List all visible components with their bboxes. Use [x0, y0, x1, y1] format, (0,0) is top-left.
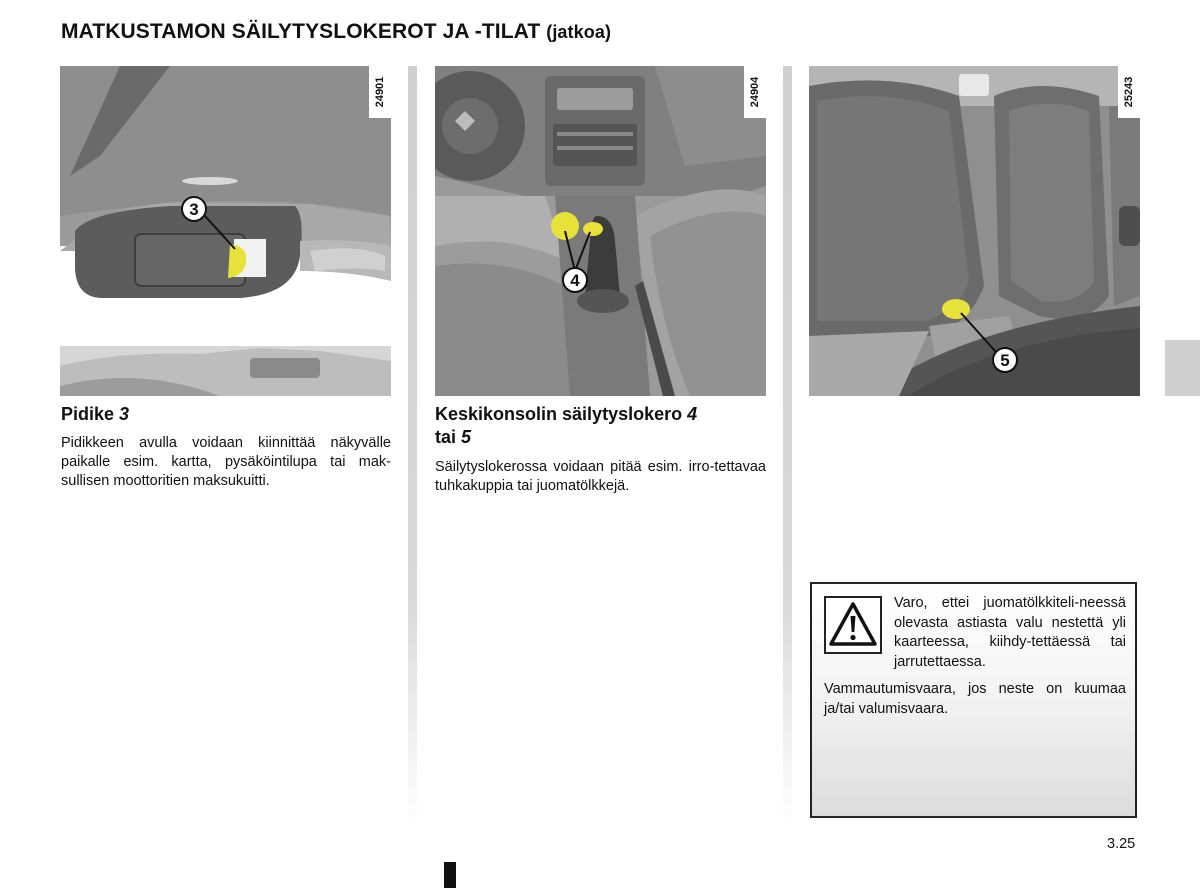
section-text-console: Säilytyslokerossa voidaan pitää esim. irro-tettavaa tuhkakuppia tai juomatölkkejä.: [435, 459, 766, 494]
heading-text: Pidike: [61, 404, 115, 424]
column-divider-right: [783, 66, 792, 826]
figure-code-tag: [1118, 66, 1140, 118]
warning-text-secondary: Vammautumisvaara, jos neste on kuumaa ja/tai valumisvaara.: [824, 681, 1126, 717]
figure-rear-seat: [809, 66, 1140, 396]
callout-5-label: 5: [1000, 351, 1010, 370]
column-divider-left: [408, 66, 417, 826]
rear-seat-illustration: [809, 66, 1140, 396]
section-text-holder: Pidikkeen avulla voidaan kiinnittää näkyvälle paikalle esim. kartta, pysäköintilupa tai mak-sullisen moottoritien maksukuitti.: [61, 435, 391, 489]
heading-ref-2: 5: [461, 427, 472, 447]
cupholder-5-highlight: [583, 222, 603, 236]
callout-4-label: 4: [570, 271, 580, 290]
heading-ref: 3: [119, 404, 130, 424]
figure-code-tag: [744, 66, 766, 118]
cupholder-4-highlight: [551, 212, 579, 240]
center-console-illustration: [435, 66, 766, 396]
section-heading-holder: [61, 403, 391, 426]
bottom-margin-mark: [444, 862, 456, 888]
figure-code: 25243: [1123, 76, 1135, 108]
sun-visor-illustration: [60, 66, 391, 396]
cupholder-5-rear-highlight: [942, 299, 970, 319]
heading-or: tai: [435, 427, 457, 447]
page-title-suffix: (jatkoa): [546, 22, 612, 42]
figure-code-tag: [369, 66, 391, 118]
figure-code: 24901: [374, 76, 386, 108]
heading-ref: 4: [687, 404, 698, 424]
callout-3-label: 3: [189, 200, 199, 219]
figure-sun-visor: [60, 66, 391, 396]
warning-triangle-icon: [824, 596, 882, 654]
heading-text: Keskikonsolin säilytyslokero: [435, 404, 683, 424]
page-number: 3.25: [1107, 836, 1136, 852]
warning-box: [810, 582, 1137, 818]
warning-text-primary: Varo, ettei juomatölkkiteli-neessä olevasta astiasta valu nestettä yli kaarteessa, kiihdy-tettäessä tai jarrutettaessa.: [894, 595, 1126, 670]
chapter-side-tab: [1165, 340, 1200, 396]
page-title-main: MATKUSTAMON SÄILYTYSLOKEROT JA -TILAT: [61, 20, 541, 43]
figure-center-console: [435, 66, 766, 396]
section-heading-console: [435, 403, 766, 449]
figure-code: 24904: [749, 76, 761, 108]
page-title: [61, 20, 611, 44]
